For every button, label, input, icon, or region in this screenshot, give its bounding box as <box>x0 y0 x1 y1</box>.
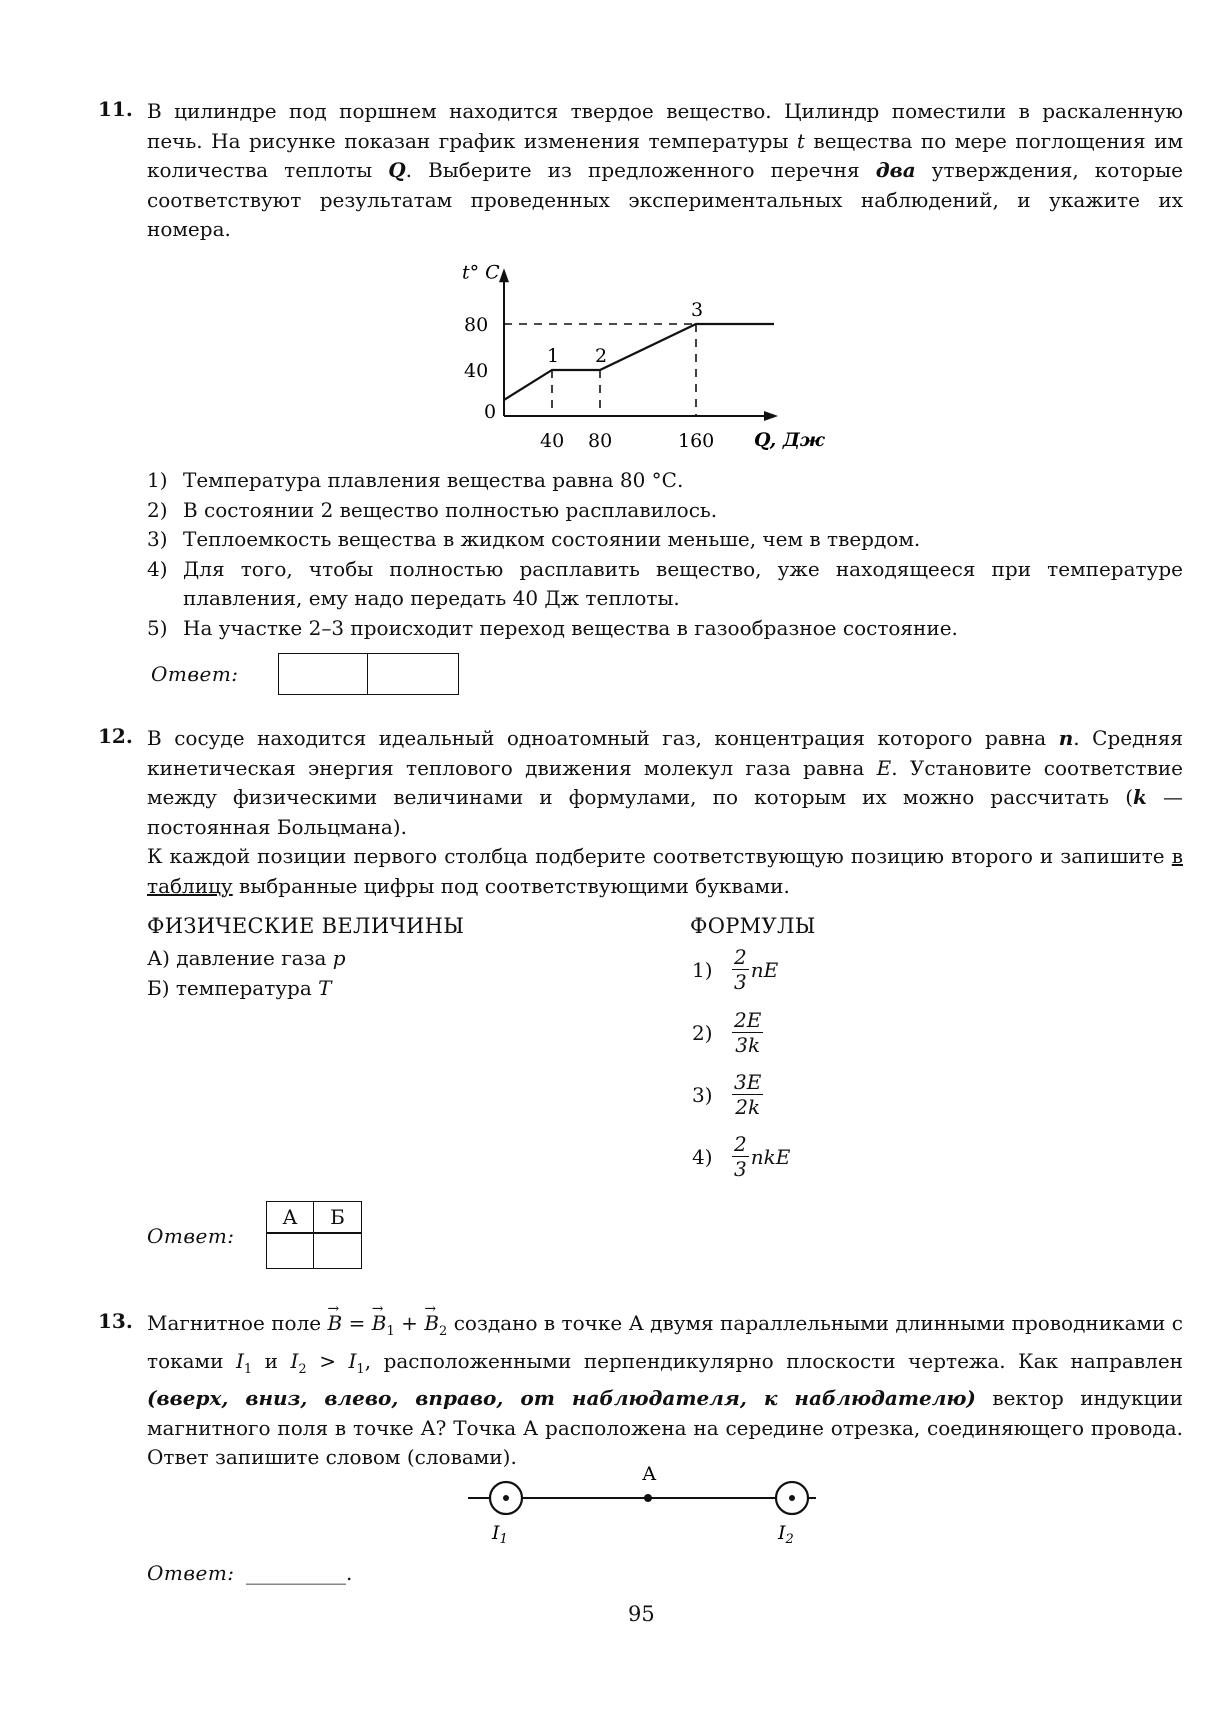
q13-text: Магнитное поле → B = → $B_1$ + → $B_2$ создано в точке А двумя параллельными длинными проводниками с токами $I_1$ и $I_2 > I_1$, расположенными перпендикулярно плоскости чертежа. Как направлен (вверх, вниз, влево, вправо, от наблюдателя, к наблюдателю) вектор индукции магнитного поля в точке А? Точка А расположена на середине отрезка, соединяющего провода. Ответ запишите словом (словами). <box>147 1309 1183 1473</box>
y-axis-label: t° С <box>462 261 500 284</box>
point-label: 3 <box>691 299 704 321</box>
q11-option: 3) Теплоемкость вещества в жидком состоянии меньше, чем в твердом. <box>147 527 921 551</box>
q12-instruction: К каждой позиции первого столбца подберите соответствующую позицию второго и запишите в таблицу выбранные цифры под соответствующими буквами. <box>147 844 1183 898</box>
q11-option: 4) Для того, чтобы полностью расплавить вещество, уже находящееся при температуре плавления, ему надо передать 40 Дж теплоты. <box>147 556 1183 610</box>
q12-table-header-b: Б <box>313 1201 362 1233</box>
q12-formula-2: 2) $\frac{2E}{3k}$ <box>692 1008 762 1057</box>
q11-options <box>147 466 1183 643</box>
page-number: 95 <box>628 1602 655 1626</box>
q12-quantity-a: А) давление газа p <box>147 946 346 970</box>
q12-right-header: ФОРМУЛЫ <box>690 914 816 938</box>
q13-number: 13. <box>98 1309 133 1333</box>
q12-table-header-a: А <box>266 1201 314 1233</box>
q11-answer-cell-1[interactable] <box>278 653 368 695</box>
x-tick-label: 40 <box>540 430 565 452</box>
q12-answer-cell-a[interactable] <box>266 1233 314 1269</box>
q12-formula-3: 3) $\frac{3E}{2k}$ <box>692 1070 762 1119</box>
x-axis-label: Q, Дж <box>754 429 825 451</box>
q12-quantity-b: Б) температура T <box>147 976 332 1000</box>
wire-1-label: $I_1$ <box>492 1522 508 1547</box>
wire-2-dot <box>789 1495 795 1501</box>
q12-answer-cell-b[interactable] <box>313 1233 362 1269</box>
x-tick-label: 80 <box>588 430 613 452</box>
q12-formula-4: 4) $\frac{2}{3}$ nkE <box>692 1132 791 1181</box>
y-axis-arrow <box>499 268 509 282</box>
q11-number: 11. <box>98 97 133 121</box>
wire-2-label: $I_2$ <box>778 1522 794 1547</box>
q12-answer-label: Ответ: <box>147 1224 235 1248</box>
point-a-label: А <box>642 1463 657 1485</box>
q11-answer-label: Ответ: <box>151 662 239 686</box>
q13-answer-blank[interactable]: __________. <box>246 1561 353 1585</box>
q12-number: 12. <box>98 724 133 748</box>
q12-formula-1: 1) $\frac{2}{3}$ nE <box>692 945 779 994</box>
q12-left-header: ФИЗИЧЕСКИЕ ВЕЛИЧИНЫ <box>147 914 465 938</box>
origin-label: 0 <box>484 401 497 423</box>
q11-chart <box>420 245 840 455</box>
q11-option: 1) Температура плавления вещества равна 80 °С. <box>147 468 684 492</box>
q11-answer-cell-2[interactable] <box>367 653 459 695</box>
y-tick-label: 40 <box>464 360 489 382</box>
q11-text: В цилиндре под поршнем находится твердое вещество. Цилиндр поместили в раскаленную печь. На рисунке показан график изменения температуры t вещества по мере поглощения им количества теплоты Q. Выберите из предложенного перечня два утверждения, которые соответствуют результатам проведенных экспериментальных наблюдений, и укажите их номера. <box>147 99 1183 241</box>
q11-option: 5) На участке 2–3 происходит переход вещества в газообразное состояние. <box>147 615 958 640</box>
x-tick-label: 160 <box>678 430 715 452</box>
series-line-t-vs-q <box>504 324 774 400</box>
y-tick-label: 80 <box>464 314 489 336</box>
point-a-dot <box>644 1494 652 1502</box>
q11-option: 2) В состоянии 2 вещество полностью расплавилось. <box>147 497 718 522</box>
q12-text: В сосуде находится идеальный одноатомный газ, концентрация которого равна n. Средняя кинетическая энергия теплового движения молекул газа равна E. Установите соответствие между физическими величинами и формулами, по которым их можно рассчитать (k — постоянная Больцмана). <box>147 726 1183 839</box>
wire-1-dot <box>503 1495 509 1501</box>
x-axis-arrow <box>764 411 778 421</box>
q13-answer-label: Ответ: <box>147 1561 235 1585</box>
point-label: 2 <box>595 345 608 367</box>
point-label: 1 <box>547 345 560 367</box>
q13-diagram <box>460 1460 830 1550</box>
